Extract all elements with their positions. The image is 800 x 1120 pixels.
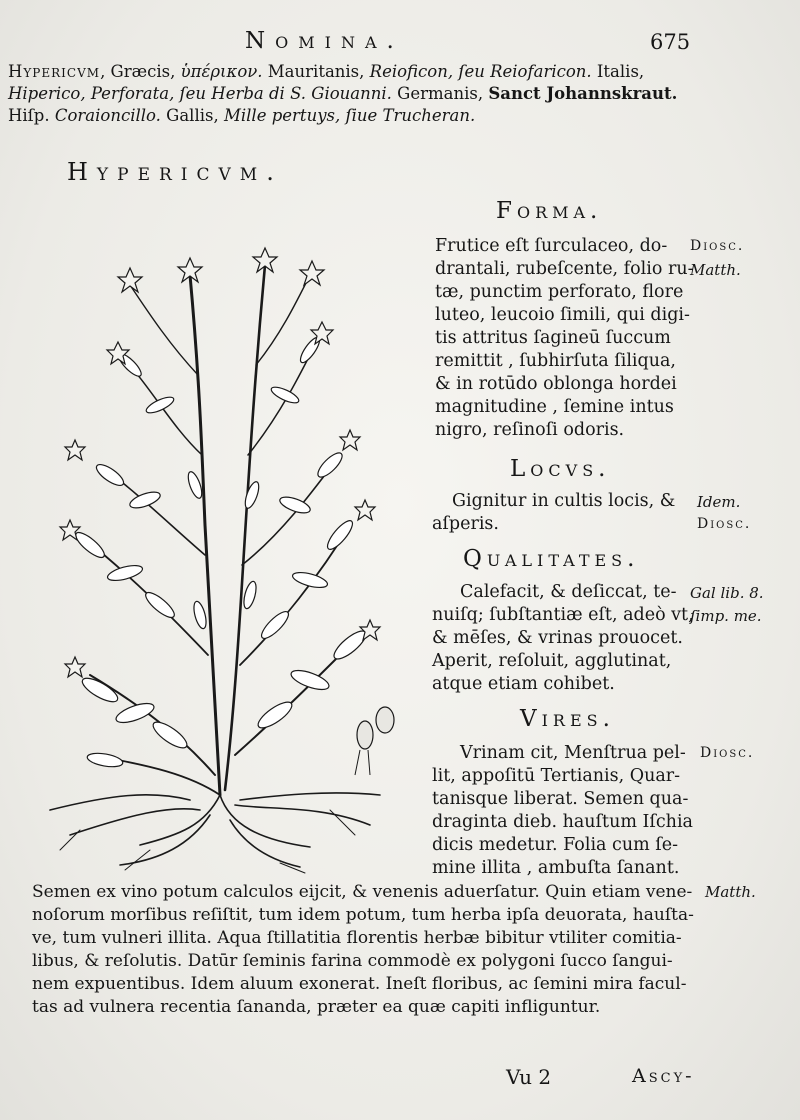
text-line: atque etiam cohibet. — [432, 674, 615, 694]
heading-vires: Vires. — [520, 706, 615, 732]
french-name: Mille pertuys, ſiue Trucheran. — [223, 106, 476, 125]
text-line: tas ad vulnera recentia ſananda, præter ea quæ capiti infliguntur. — [32, 997, 601, 1017]
text-line: tæ, punctim perforato, flore — [435, 282, 684, 302]
full-width-paragraph — [32, 881, 694, 1019]
text-line: mine illita , ambuſta ſanant. — [432, 858, 680, 878]
forma-text — [435, 235, 694, 442]
text-line: tis attritus ſagineū ſuccum — [435, 328, 671, 348]
margin-note: Gal lib. 8. — [690, 584, 764, 602]
text-line: Gignitur in cultis locis, & — [452, 491, 676, 511]
text-line: Calefacit, & deſiccat, te- — [460, 582, 677, 602]
text: , Græcis, — [100, 62, 181, 81]
text-line: dicis medetur. Folia cum ſe- — [432, 835, 679, 855]
text-line: ve, tum vulneri illita. Aqua ſtillatitia florentis herbæ bibitur vtiliter comitia- — [32, 928, 682, 948]
text: Hiſp. — [8, 106, 55, 125]
greek-name: ὑπέρικον. — [180, 62, 263, 81]
text-line: Vrinam cit, Menſtrua pel- — [460, 743, 686, 763]
italian-name: Hiperico, Perforata, ſeu Herba di S. Giouanni. — [8, 84, 392, 103]
margin-note: ſimp. me. — [690, 607, 762, 625]
text-line: libus, & reſolutis. Datūr ſeminis farina commodè ex polygoni ſucco ſangui- — [32, 951, 673, 971]
qualitates-text — [432, 581, 694, 696]
text-line: nem expuentibus. Idem aluum exonerat. Ineſt floribus, ac ſemini mira facul- — [32, 974, 687, 994]
locus-text — [432, 490, 675, 536]
vires-text — [432, 742, 693, 880]
page-number: 675 — [650, 30, 691, 54]
text: Italis, — [591, 62, 645, 81]
text-line: & mēſes, & vrinas prouocet. — [432, 628, 683, 648]
plant-name: Hypericvm — [8, 62, 101, 81]
text-line: Aperit, reſoluit, agglutinat, — [432, 651, 672, 671]
text-line: lit, appoſitū Tertianis, Quar- — [432, 766, 681, 786]
text-line: magnitudine , ſemine intus — [435, 397, 674, 417]
margin-note: Diosc. — [697, 516, 752, 532]
text-line: draginta dieb. hauſtum Iſchia — [432, 812, 693, 832]
margin-note: Matth. — [690, 261, 741, 279]
text-line: nuiſq; ſubſtantiæ eſt, adeò vt, — [432, 605, 694, 625]
nomina-line-2 — [8, 83, 788, 105]
heading-qualitates: Qualitates. — [463, 546, 640, 572]
heading-locus: Locvs. — [510, 456, 611, 482]
mauritanian-name: Reioficon, ſeu Reiofaricon. — [369, 62, 592, 81]
text-line: Semen ex vino potum calculos eijcit, & venenis aduerſatur. Quin etiam vene- — [32, 882, 693, 902]
nomina-line-1 — [8, 61, 788, 83]
text-line: nigro, reſinoſi odoris. — [435, 420, 625, 440]
german-name: Sanct Johannskraut. — [488, 84, 678, 103]
nomina-line-3 — [8, 105, 788, 127]
margin-note: Diosc. — [690, 238, 745, 254]
text-line: & in rotūdo oblonga hordei — [435, 374, 677, 394]
text-line: remittit , ſubhirſuta ſiliqua, — [435, 351, 676, 371]
nomina-paragraph — [8, 61, 788, 127]
text-line: drantali, rubeſcente, folio ru- — [435, 259, 694, 279]
text-line: Frutice eſt ſurculaceo, do- — [435, 236, 668, 256]
text-line: tanisque liberat. Semen qua- — [432, 789, 689, 809]
plant-title: Hypericvm. — [67, 158, 283, 186]
text: Mauritanis, — [262, 62, 370, 81]
margin-note: Matth. — [705, 883, 756, 901]
heading-forma: Forma. — [496, 198, 603, 224]
margin-note: Idem. — [697, 493, 741, 511]
text-line: aſperis. — [432, 514, 499, 534]
catchword: Ascy- — [632, 1065, 695, 1087]
text-line: noſorum morſibus reſiſtit, tum idem potum, tum herba ipſa deuorata, hauſta- — [32, 905, 694, 925]
text: Germanis, — [391, 84, 489, 103]
spanish-name: Coraioncillo. — [54, 106, 161, 125]
text: Gallis, — [160, 106, 224, 125]
margin-note: Diosc. — [700, 745, 755, 761]
signature-mark: Vu 2 — [506, 1065, 552, 1089]
hypericum-woodcut-illustration — [30, 235, 410, 875]
text-line: luteo, leucoio ſimili, qui digi- — [435, 305, 690, 325]
running-header: Nomina. — [245, 28, 404, 54]
